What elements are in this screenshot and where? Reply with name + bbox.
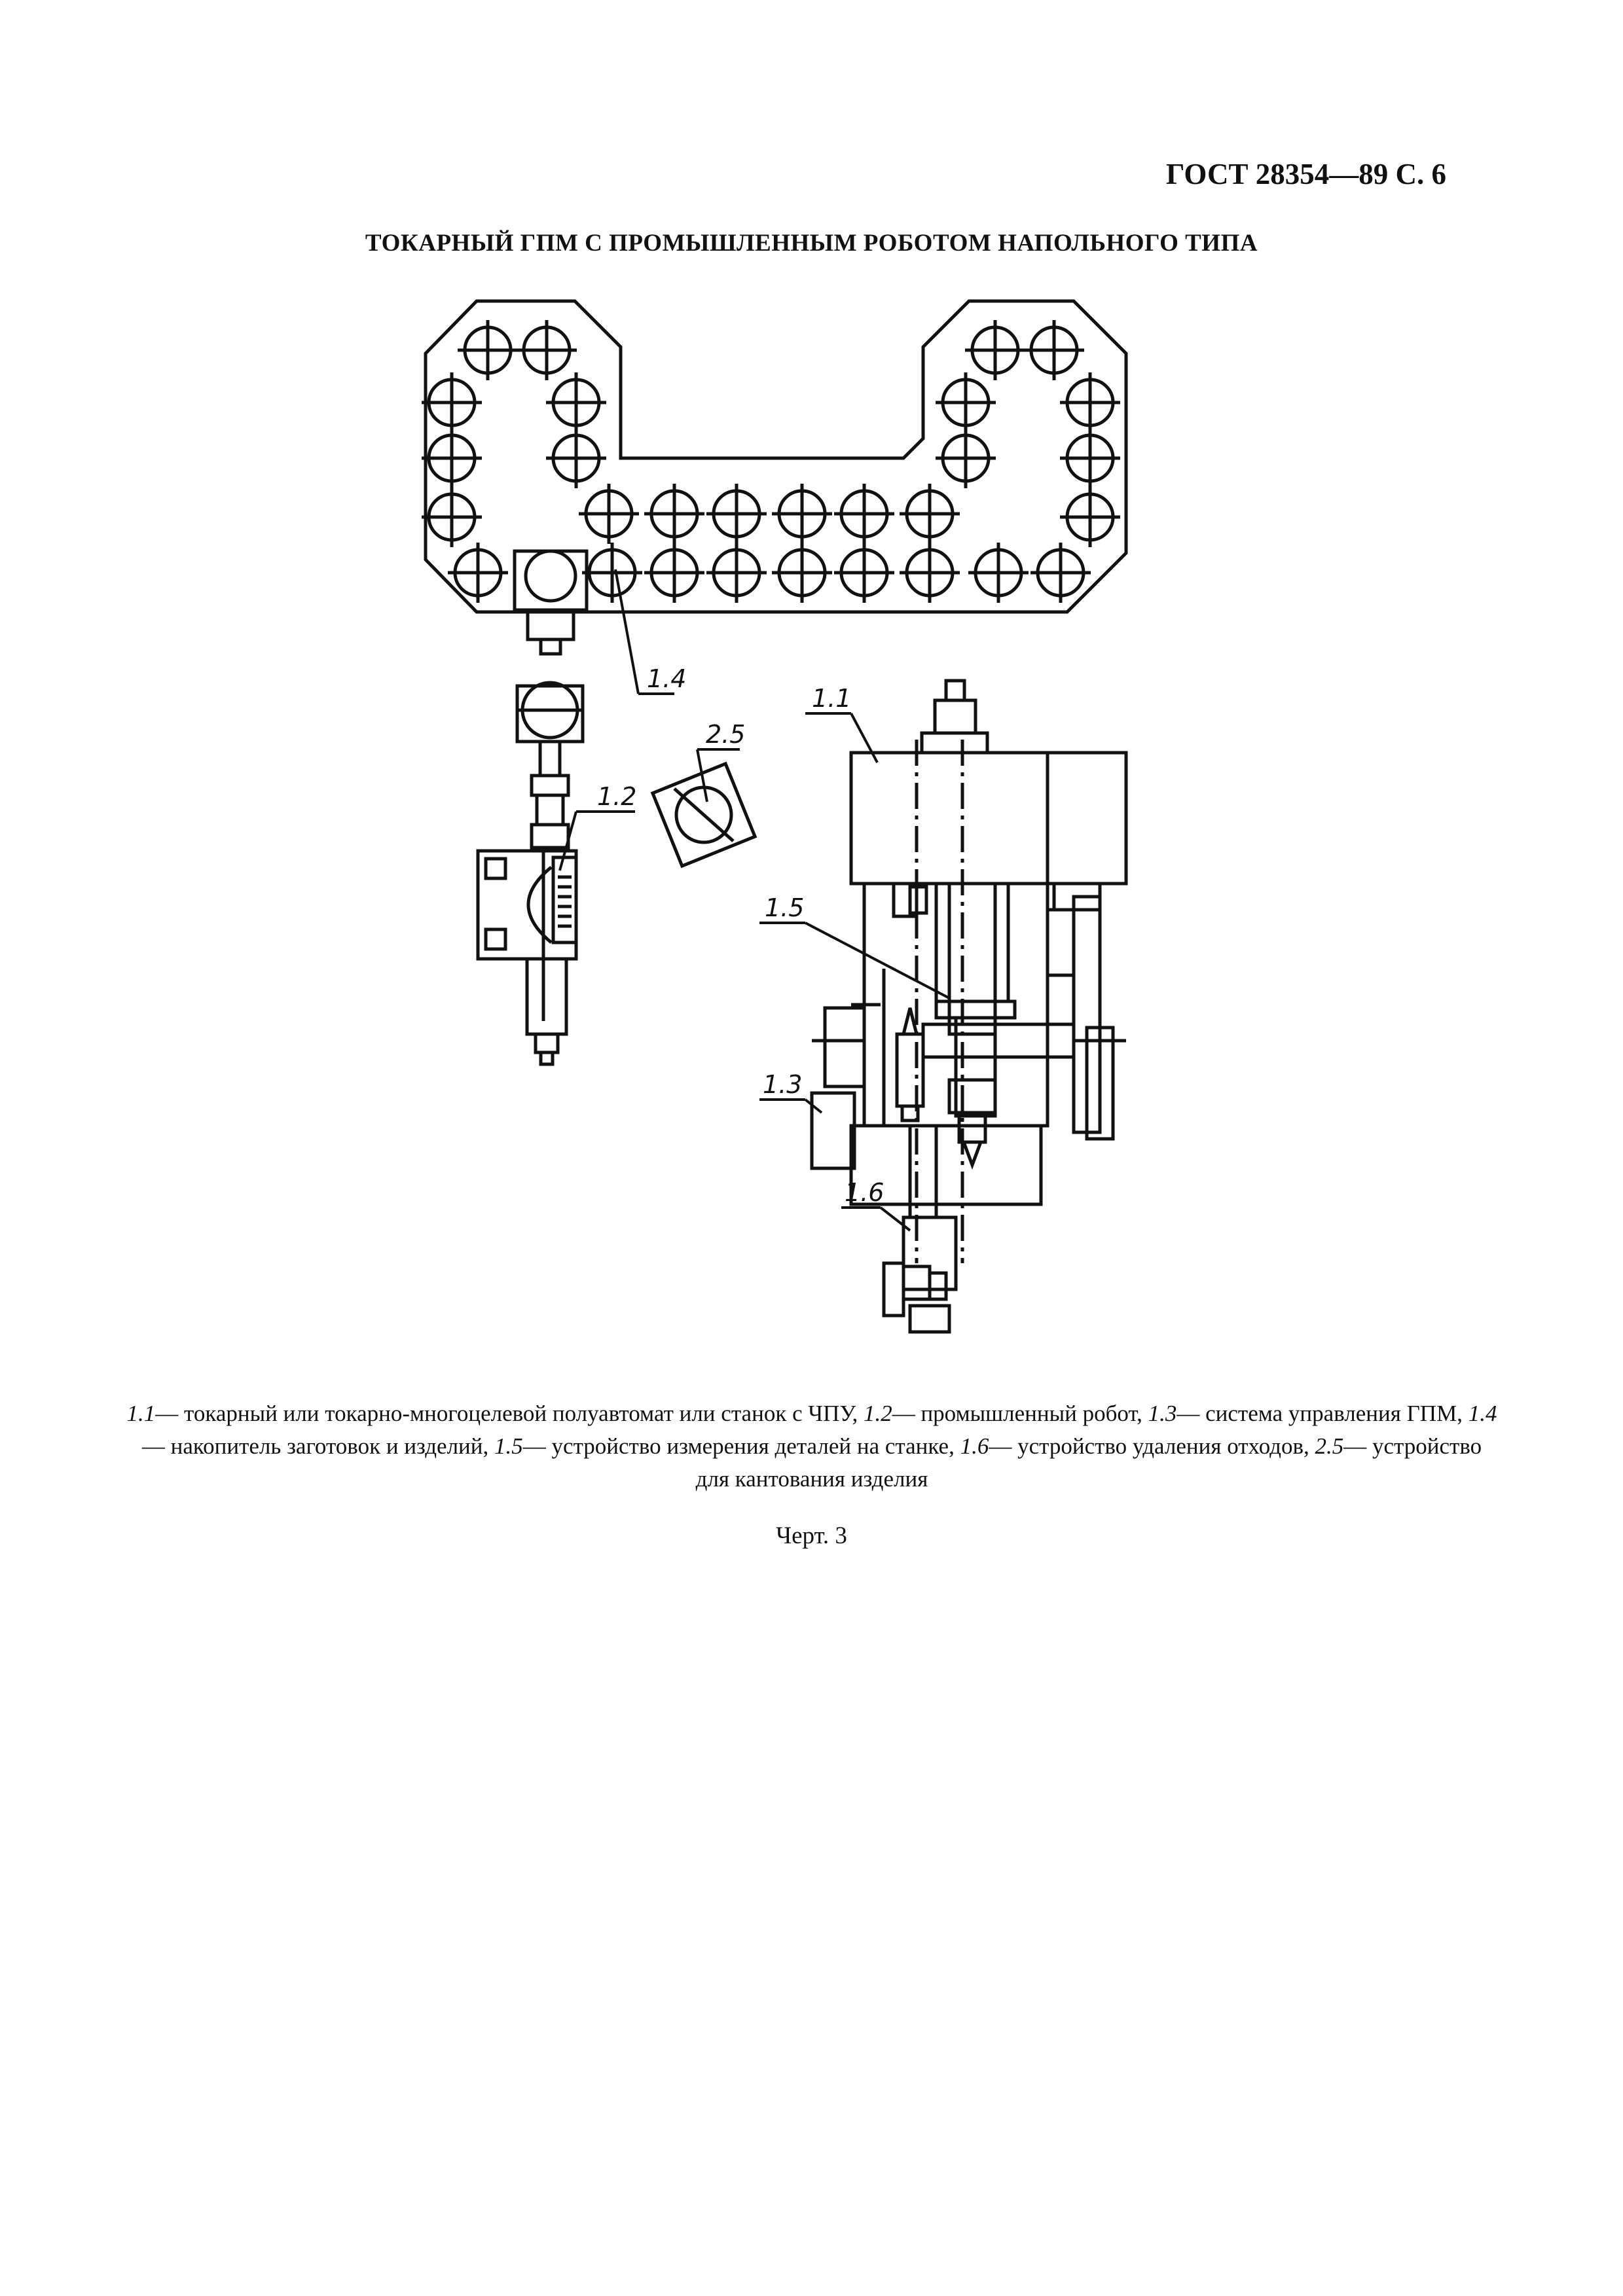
legend-text: — накопитель заготовок и изделий, bbox=[141, 1433, 495, 1459]
legend-code: 2.5 bbox=[1315, 1433, 1344, 1459]
storage-cell bbox=[706, 543, 767, 603]
storage-cell bbox=[772, 543, 832, 603]
legend-code: 1.4 bbox=[1468, 1401, 1497, 1426]
storage-cell bbox=[1030, 543, 1091, 603]
storage-cell bbox=[1060, 487, 1120, 547]
lathe-machine bbox=[812, 681, 1126, 1332]
label-1-2: 1.2 bbox=[597, 782, 637, 811]
legend-code: 1.2 bbox=[863, 1401, 892, 1426]
storage-cell bbox=[965, 320, 1025, 380]
legend-code: 1.6 bbox=[960, 1433, 989, 1459]
legend-code: 1.1 bbox=[126, 1401, 156, 1426]
legend-text: — устройство для кантования изделия bbox=[695, 1433, 1482, 1492]
legend-text: — токарный или токарно-многоцелевой полуавтомат или станок с ЧПУ, bbox=[155, 1401, 864, 1426]
storage-cell bbox=[644, 484, 704, 544]
figure-legend bbox=[124, 1397, 1499, 1496]
storage-cell bbox=[644, 543, 704, 603]
storage-cell bbox=[1060, 428, 1120, 488]
pallet-gripper bbox=[515, 551, 587, 654]
legend-text: — промышленный робот, bbox=[892, 1401, 1148, 1426]
leader-lines bbox=[560, 569, 949, 1230]
storage-cell bbox=[422, 428, 482, 488]
storage-cell bbox=[422, 487, 482, 547]
storage-cell bbox=[546, 428, 606, 488]
storage-cell bbox=[834, 484, 894, 544]
label-1-5: 1.5 bbox=[765, 893, 805, 922]
storage-cell bbox=[900, 484, 960, 544]
industrial-robot bbox=[478, 683, 583, 1064]
legend-code: 1.3 bbox=[1148, 1401, 1177, 1426]
label-1-3: 1.3 bbox=[763, 1070, 803, 1099]
figure-number: Черт. 3 bbox=[776, 1522, 847, 1549]
document-reference: ГОСТ 28354—89 С. 6 bbox=[1165, 158, 1446, 190]
label-1-6: 1.6 bbox=[845, 1178, 884, 1207]
storage-cell bbox=[579, 484, 639, 544]
storage-cell bbox=[546, 372, 606, 433]
storage-cells bbox=[422, 320, 1120, 603]
storage-cell bbox=[834, 543, 894, 603]
label-1-4: 1.4 bbox=[647, 664, 687, 693]
storage-cell bbox=[1024, 320, 1084, 380]
storage-cell bbox=[936, 428, 996, 488]
legend-text: — устройство измерения деталей на станке, bbox=[522, 1433, 960, 1459]
legend-text: — устройство удаления отходов, bbox=[989, 1433, 1315, 1459]
storage-cell bbox=[517, 320, 577, 380]
legend-text: — система управления ГПМ, bbox=[1176, 1401, 1468, 1426]
storage-cell bbox=[1060, 372, 1120, 433]
label-2-5: 2.5 bbox=[706, 720, 746, 749]
storage-cell bbox=[458, 320, 518, 380]
legend-code: 1.5 bbox=[494, 1433, 523, 1459]
storage-cell bbox=[936, 372, 996, 433]
storage-cell bbox=[900, 543, 960, 603]
figure-title: ТОКАРНЫЙ ГПМ С ПРОМЫШЛЕННЫМ РОБОТОМ НАПОЛЬНОГО ТИПА bbox=[365, 230, 1258, 257]
storage-cell bbox=[772, 484, 832, 544]
storage-cell bbox=[968, 543, 1029, 603]
label-1-1: 1.1 bbox=[812, 684, 852, 713]
storage-cell bbox=[422, 372, 482, 433]
storage-cell bbox=[582, 543, 642, 603]
storage-cell bbox=[706, 484, 767, 544]
